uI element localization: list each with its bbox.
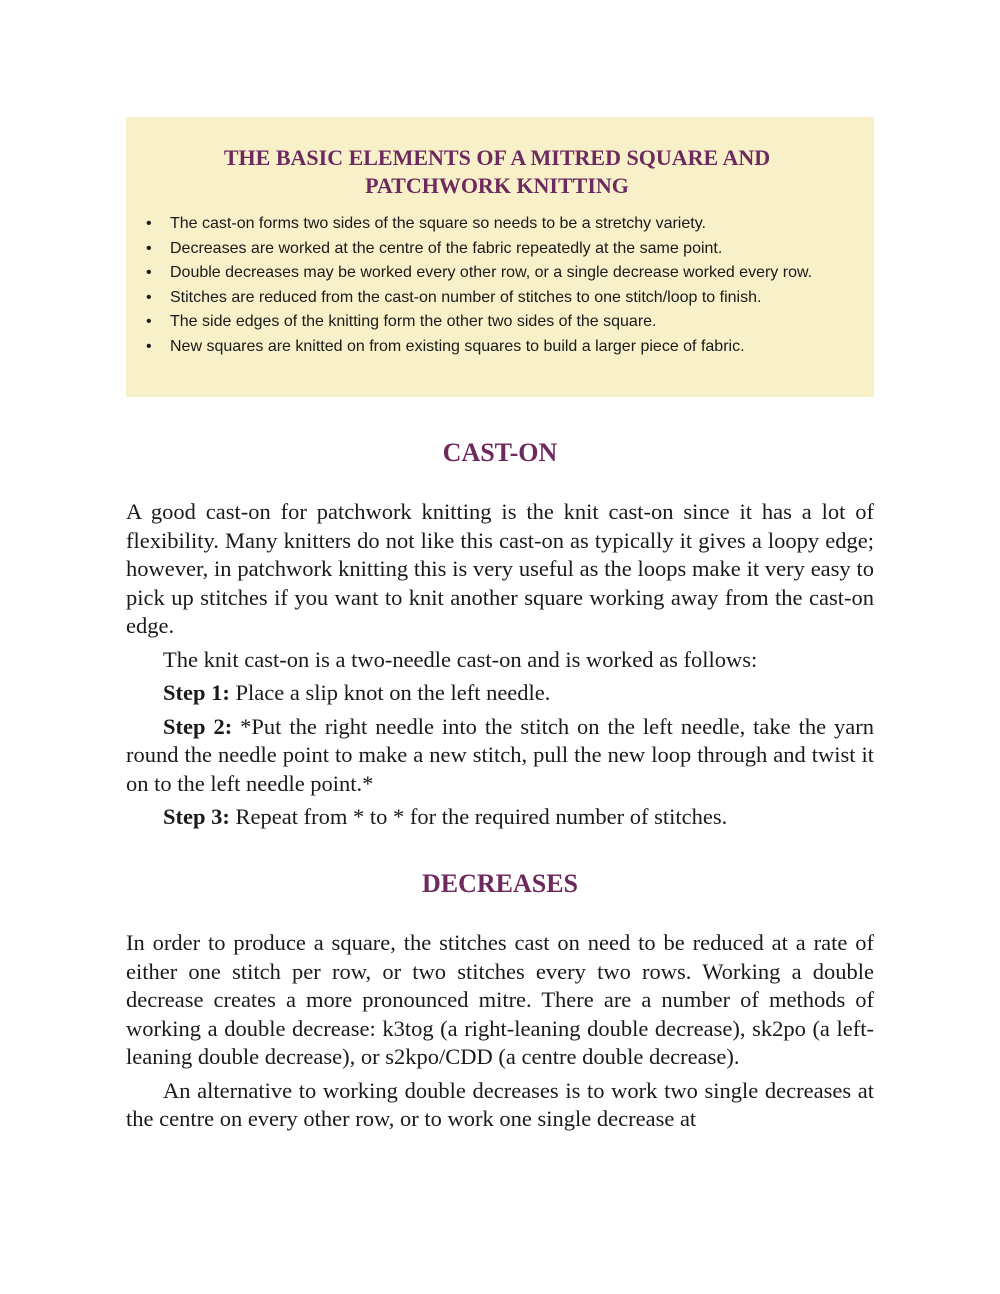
step-text: *Put the right needle into the stitch on the left needle, take the yarn round the needle point to make a new stitch, pull the new loop through and twist it on to the left needle point.*: [126, 713, 874, 796]
list-item: • Double decreases may be worked every other row, or a single decrease worked every row.: [144, 262, 850, 284]
cast-on-heading: CAST-ON: [442, 438, 558, 467]
step-label: Step 1:: [163, 680, 230, 705]
decreases-section: [126, 929, 874, 1139]
list-item: • New squares are knitted on from existing squares to build a larger piece of fabric.: [144, 336, 850, 358]
cast-on-section: [126, 498, 874, 837]
decreases-paragraph-2: An alternative to working double decreases is to work two single decreases at the centre on every other row, or to work one single decrease at: [126, 1077, 874, 1131]
decreases-heading: DECREASES: [421, 869, 579, 898]
step-label: Step 3:: [163, 804, 230, 829]
cast-on-intro: The knit cast-on is a two-needle cast-on and is worked as follows:: [163, 646, 758, 672]
step-label: Step 2:: [163, 713, 233, 739]
step-2: [126, 713, 874, 799]
info-box-list: [144, 213, 850, 357]
step-3: [126, 803, 874, 832]
info-box-title: THE BASIC ELEMENTS OF A MITRED SQUARE AND PATCHWORK KNITTING: [223, 145, 771, 198]
step-1: [126, 679, 874, 708]
list-item: • The cast-on forms two sides of the square so needs to be a stretchy variety.: [144, 213, 850, 235]
info-box: [126, 117, 874, 397]
step-text: Place a slip knot on the left needle.: [229, 680, 551, 705]
list-item: • Stitches are reduced from the cast-on number of stitches to one stitch/loop to finish.: [144, 287, 850, 309]
list-item: • Decreases are worked at the centre of the fabric repeatedly at the same point.: [144, 238, 850, 260]
step-text: Repeat from * to * for the required number of stitches.: [229, 804, 728, 829]
cast-on-paragraph: A good cast-on for patchwork knitting is the knit cast-on since it has a lot of flexibility. Many knitters do not like this cast-on as typically it gives a loopy edge; however, in patchwork knitting this is very useful as the loops make it very easy to pick up stitches if you want to knit another square working away from the cast-on edge.: [126, 499, 874, 638]
list-item: • The side edges of the knitting form the other two sides of the square.: [144, 311, 850, 333]
decreases-paragraph: In order to produce a square, the stitches cast on need to be reduced at a rate of either one stitch per row, or two stitches every two rows. Working a double decrease creates a more pronounced mitre. There are a number of methods of working a double decrease: k3tog (a right-leaning double decrease), sk2po (a left-leaning double decrease), or s2kpo/CDD (a centre double decrease).: [126, 930, 874, 1069]
